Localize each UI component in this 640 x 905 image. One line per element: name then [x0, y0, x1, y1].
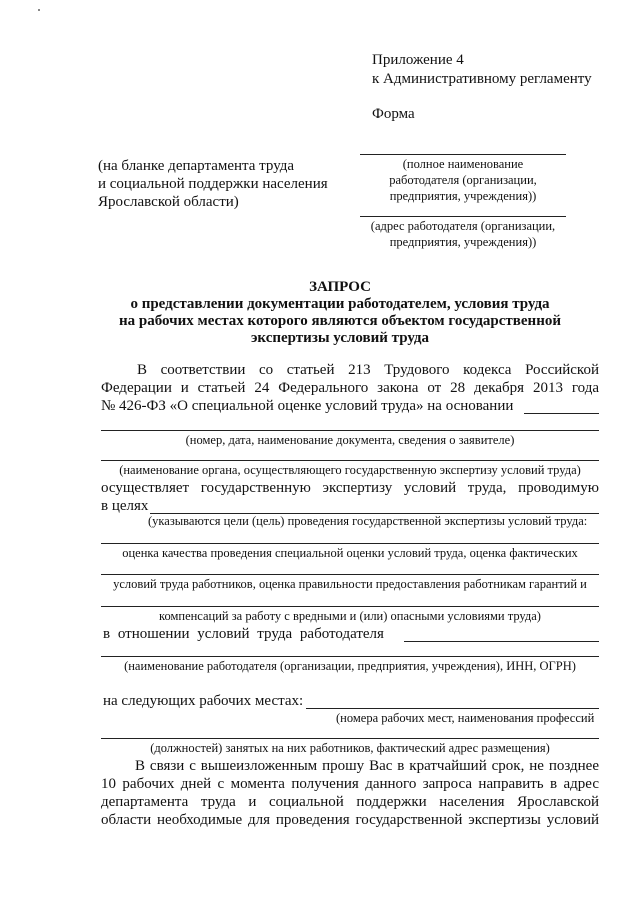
paragraph-1-line-1: В соответствии со статьей 213 Трудового кодекса Российской	[137, 362, 599, 378]
goal-1-line	[101, 543, 599, 544]
document-title: ЗАПРОС	[309, 279, 371, 295]
letterhead-line-1: (на бланке департамента труда	[98, 158, 295, 174]
recipient-name-hint-1: (полное наименование	[402, 157, 524, 171]
paragraph-5-line-1: В связи с вышеизложенным прошу Вас в кратчайший срок, не позднее	[135, 758, 599, 774]
goal-3-text: компенсаций за работу с вредными и (или) опасными условиями труда)	[159, 609, 541, 623]
employer-hint: (наименование работодателя (организации, предприятия, учреждения), ИНН, ОГРН)	[124, 659, 576, 673]
recipient-name-line	[360, 154, 566, 155]
paragraph-2-line-2: в целях	[101, 498, 149, 514]
regulation-reference: к Административному регламенту	[372, 71, 592, 87]
workplaces-fill-line	[306, 708, 599, 709]
goal-2-line	[101, 574, 599, 575]
paragraph-5-line-3: департамента труда и социальной поддержки населения Ярославской	[101, 794, 599, 810]
document-subtitle-3: экспертизы условий труда	[250, 330, 430, 346]
scan-speck	[38, 9, 40, 11]
paragraph-2-line-1: осуществляет государственную экспертизу условий труда, проводимую	[101, 480, 599, 496]
paragraph-3: в отношении условий труда работодателя	[103, 626, 384, 642]
form-label: Форма	[372, 106, 415, 122]
document-hint: (номер, дата, наименование документа, сведения о заявителе)	[185, 433, 515, 447]
appendix-number: Приложение 4	[372, 52, 464, 68]
goal-2-text: условий труда работников, оценка правильности предоставления работникам гарантий и	[113, 577, 587, 591]
organ-hint: (наименование органа, осуществляющего государственную экспертизу условий труда)	[119, 463, 581, 477]
positions-fill-line	[101, 738, 599, 739]
document-subtitle-1: о представлении документации работодателем, условия труда	[130, 296, 550, 312]
workplaces-hint: (номера рабочих мест, наименования профессий	[336, 711, 595, 725]
employer-fill-line	[404, 641, 599, 642]
recipient-name-hint-3: предприятия, учреждения))	[389, 189, 537, 203]
paragraph-4: на следующих рабочих местах:	[103, 693, 304, 709]
recipient-address-hint-1: (адрес работодателя (организации,	[370, 219, 556, 233]
paragraph-1-line-3: № 426-ФЗ «О специальной оценке условий труда» на основании	[101, 398, 514, 414]
goals-hint: (указываются цели (цель) проведения государственной экспертизы условий труда:	[148, 514, 588, 528]
letterhead-line-3: Ярославской области)	[98, 194, 239, 210]
recipient-name-hint-2: работодателя (организации,	[389, 173, 537, 187]
basis-fill-line	[524, 413, 599, 414]
recipient-address-hint-2: предприятия, учреждения))	[389, 235, 537, 249]
paragraph-5-line-4: области необходимые для проведения государственной экспертизы условий	[101, 812, 599, 828]
organ-fill-line	[101, 460, 599, 461]
goal-3-line	[101, 606, 599, 607]
paragraph-5-line-2: 10 рабочих дней с момента получения данного запроса направить в адрес	[101, 776, 599, 792]
goal-1-text: оценка качества проведения специальной оценки условий труда, оценка фактических	[122, 546, 578, 560]
positions-hint: (должностей) занятых на них работников, фактический адрес размещения)	[150, 741, 550, 755]
paragraph-1-line-2: Федерации и статьей 24 Федерального закона от 28 декабря 2013 года	[101, 380, 599, 396]
document-subtitle-2: на рабочих местах которого являются объектом государственной	[119, 313, 561, 329]
employer-fill-line-2	[101, 656, 599, 657]
recipient-address-line	[360, 216, 566, 217]
letterhead-line-2: и социальной поддержки населения	[98, 176, 328, 192]
document-fill-line	[101, 430, 599, 431]
